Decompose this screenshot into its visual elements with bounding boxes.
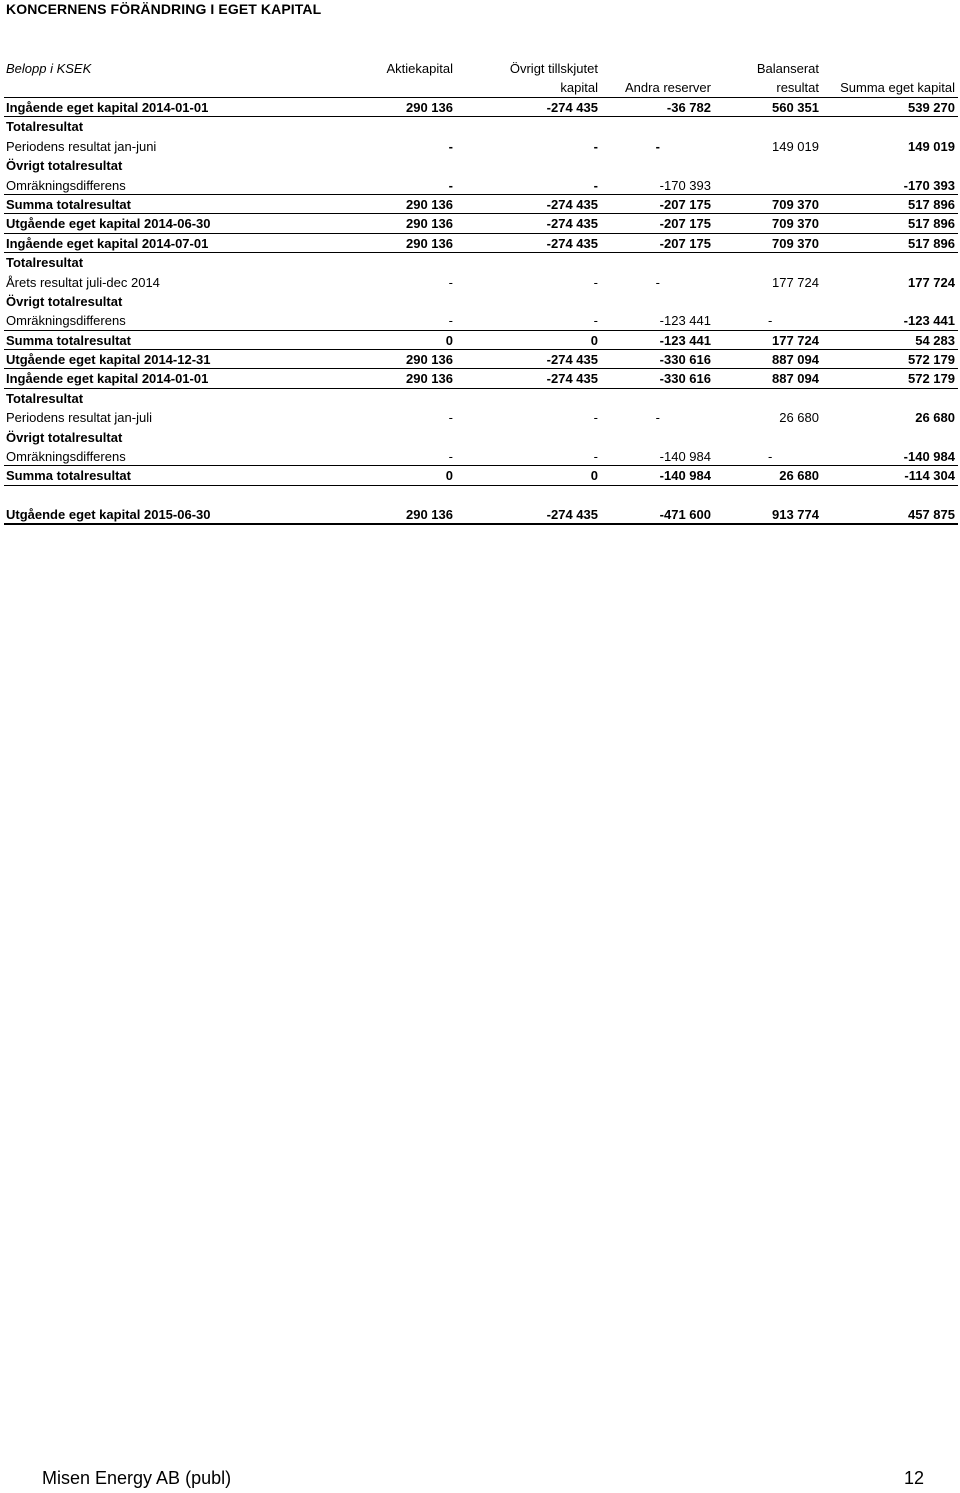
cell-balanserat: 177 724 [772, 274, 819, 290]
header-balanserat-line2: resultat [776, 80, 819, 95]
cell-balanserat: 887 094 [772, 352, 819, 368]
table-row [4, 311, 958, 330]
cell-balanserat: 709 370 [772, 216, 819, 232]
table-row [4, 350, 958, 369]
cell-summa: -114 304 [904, 468, 955, 484]
row-label: Totalresultat [6, 390, 84, 406]
header-label: Belopp i KSEK [6, 61, 92, 76]
row-label: Ingående eget kapital 2014-07-01 [6, 235, 209, 251]
cell-summa: 539 270 [908, 100, 955, 115]
cell-ovrigt: - [593, 138, 598, 154]
footer-page-number: 12 [903, 1468, 924, 1488]
cell-summa: 572 179 [908, 371, 955, 387]
cell-ovrigt: - [593, 177, 598, 193]
cell-ovrigt: -274 435 [546, 216, 598, 232]
footer-company: Misen Energy AB (publ) [42, 1468, 232, 1488]
table-row [4, 408, 958, 427]
cell-andra: -170 393 [659, 177, 711, 193]
cell-andra: -123 441 [659, 332, 711, 348]
cell-ovrigt: -274 435 [546, 235, 598, 251]
cell-andra: -207 175 [659, 216, 711, 232]
cell-summa: 517 896 [908, 235, 955, 251]
header-balanserat-line1: Balanserat [756, 61, 819, 76]
cell-summa: 177 724 [908, 274, 955, 290]
equity-table [4, 59, 958, 525]
header-summa: Summa eget kapital [840, 80, 955, 95]
cell-andra: -36 782 [666, 100, 711, 115]
table-header [4, 59, 958, 98]
cell-andra: -140 984 [659, 468, 711, 484]
cell-summa: -170 393 [903, 177, 955, 193]
header-aktiekapital: Aktiekapital [386, 61, 453, 76]
cell-ovrigt: - [593, 274, 598, 290]
header-ovrigt-line2: kapital [560, 80, 598, 95]
cell-aktiekapital: 290 136 [406, 507, 453, 523]
cell-summa: 457 875 [908, 507, 955, 523]
cell-summa: -140 984 [903, 449, 955, 465]
cell-aktiekapital: - [448, 313, 453, 329]
cell-ovrigt: 0 [590, 468, 598, 484]
cell-summa: 517 896 [908, 196, 955, 212]
cell-andra: -330 616 [659, 371, 711, 387]
cell-balanserat: 560 351 [772, 100, 819, 115]
table-row [4, 505, 958, 524]
cell-aktiekapital: 290 136 [406, 100, 453, 115]
cell-balanserat: 709 370 [772, 196, 819, 212]
row-label: Totalresultat [6, 255, 84, 271]
cell-aktiekapital: 290 136 [406, 216, 453, 232]
table-row [4, 292, 958, 311]
row-label: Omräkningsdifferens [6, 449, 126, 465]
cell-ovrigt: 0 [590, 332, 598, 348]
row-label: Periodens resultat jan-juli [6, 410, 152, 426]
cell-andra: -123 441 [659, 313, 711, 329]
cell-aktiekapital: 290 136 [406, 352, 453, 368]
cell-aktiekapital: - [448, 138, 453, 154]
cell-summa: 517 896 [908, 216, 955, 232]
row-label: Omräkningsdifferens [6, 313, 126, 329]
table-row [4, 98, 958, 117]
cell-aktiekapital: - [448, 177, 453, 193]
cell-aktiekapital: 290 136 [406, 235, 453, 251]
table-row [4, 176, 958, 195]
table-row [4, 389, 958, 408]
cell-ovrigt: -274 435 [546, 371, 598, 387]
cell-balanserat: 913 774 [772, 507, 819, 523]
row-label: Summa totalresultat [6, 332, 131, 348]
cell-andra: - [655, 410, 660, 426]
row-label: Omräkningsdifferens [6, 177, 126, 193]
row-label: Utgående eget kapital 2014-12-31 [6, 352, 211, 368]
table-row [4, 117, 958, 136]
page-title: KONCERNENS FÖRÄNDRING I EGET KAPITAL [6, 1, 322, 17]
table-row [4, 234, 958, 253]
row-spacer [4, 486, 958, 505]
cell-balanserat: - [768, 449, 773, 465]
table-row [4, 447, 958, 466]
cell-summa: -123 441 [903, 313, 955, 329]
cell-andra: -140 984 [659, 449, 711, 465]
cell-aktiekapital: - [448, 449, 453, 465]
cell-balanserat: 177 724 [772, 332, 819, 348]
row-label: Totalresultat [6, 119, 84, 135]
cell-summa: 54 283 [915, 332, 955, 348]
cell-balanserat: 26 680 [779, 410, 819, 426]
table-row [4, 195, 958, 214]
row-label: Utgående eget kapital 2014-06-30 [6, 216, 211, 232]
cell-balanserat: 149 019 [772, 138, 819, 154]
cell-andra: -330 616 [659, 352, 711, 368]
header-andra-reserver: Andra reserver [625, 80, 711, 95]
row-label: Övrigt totalresultat [6, 158, 123, 174]
table-row [4, 466, 958, 485]
row-label: Utgående eget kapital 2015-06-30 [6, 507, 211, 523]
cell-aktiekapital: 290 136 [406, 196, 453, 212]
table-row [4, 428, 958, 447]
row-label: Årets resultat juli-dec 2014 [6, 274, 160, 290]
cell-ovrigt: -274 435 [546, 100, 598, 115]
cell-balanserat: 709 370 [772, 235, 819, 251]
cell-andra: -207 175 [659, 235, 711, 251]
cell-summa: 572 179 [908, 352, 955, 368]
row-label: Ingående eget kapital 2014-01-01 [6, 100, 209, 115]
cell-ovrigt: -274 435 [546, 352, 598, 368]
cell-summa: 26 680 [915, 410, 955, 426]
cell-aktiekapital: 0 [445, 468, 453, 484]
cell-andra: -471 600 [659, 507, 711, 523]
table-row [4, 369, 958, 388]
header-ovrigt-line1: Övrigt tillskjutet [509, 61, 598, 76]
cell-andra: - [655, 138, 660, 154]
cell-balanserat: 26 680 [779, 468, 819, 484]
cell-balanserat: 887 094 [772, 371, 819, 387]
table-row [4, 253, 958, 272]
cell-aktiekapital: 0 [445, 332, 453, 348]
table-row [4, 273, 958, 292]
cell-aktiekapital: - [448, 410, 453, 426]
row-label: Summa totalresultat [6, 196, 131, 212]
cell-ovrigt: -274 435 [546, 507, 598, 523]
cell-andra: - [655, 274, 660, 290]
cell-balanserat: - [768, 313, 773, 329]
row-label: Ingående eget kapital 2014-01-01 [6, 371, 209, 387]
cell-summa: 149 019 [908, 138, 955, 154]
cell-ovrigt: -274 435 [546, 196, 598, 212]
table-row [4, 331, 958, 350]
cell-aktiekapital: 290 136 [406, 371, 453, 387]
cell-ovrigt: - [593, 449, 598, 465]
table-row [4, 214, 958, 233]
row-label: Summa totalresultat [6, 468, 131, 484]
cell-ovrigt: - [593, 410, 598, 426]
cell-ovrigt: - [593, 313, 598, 329]
row-label: Övrigt totalresultat [6, 293, 123, 309]
row-label: Övrigt totalresultat [6, 429, 123, 445]
row-label: Periodens resultat jan-juni [6, 138, 157, 154]
cell-andra: -207 175 [659, 196, 711, 212]
table-row [4, 156, 958, 175]
table-row [4, 137, 958, 156]
cell-aktiekapital: - [448, 274, 453, 290]
